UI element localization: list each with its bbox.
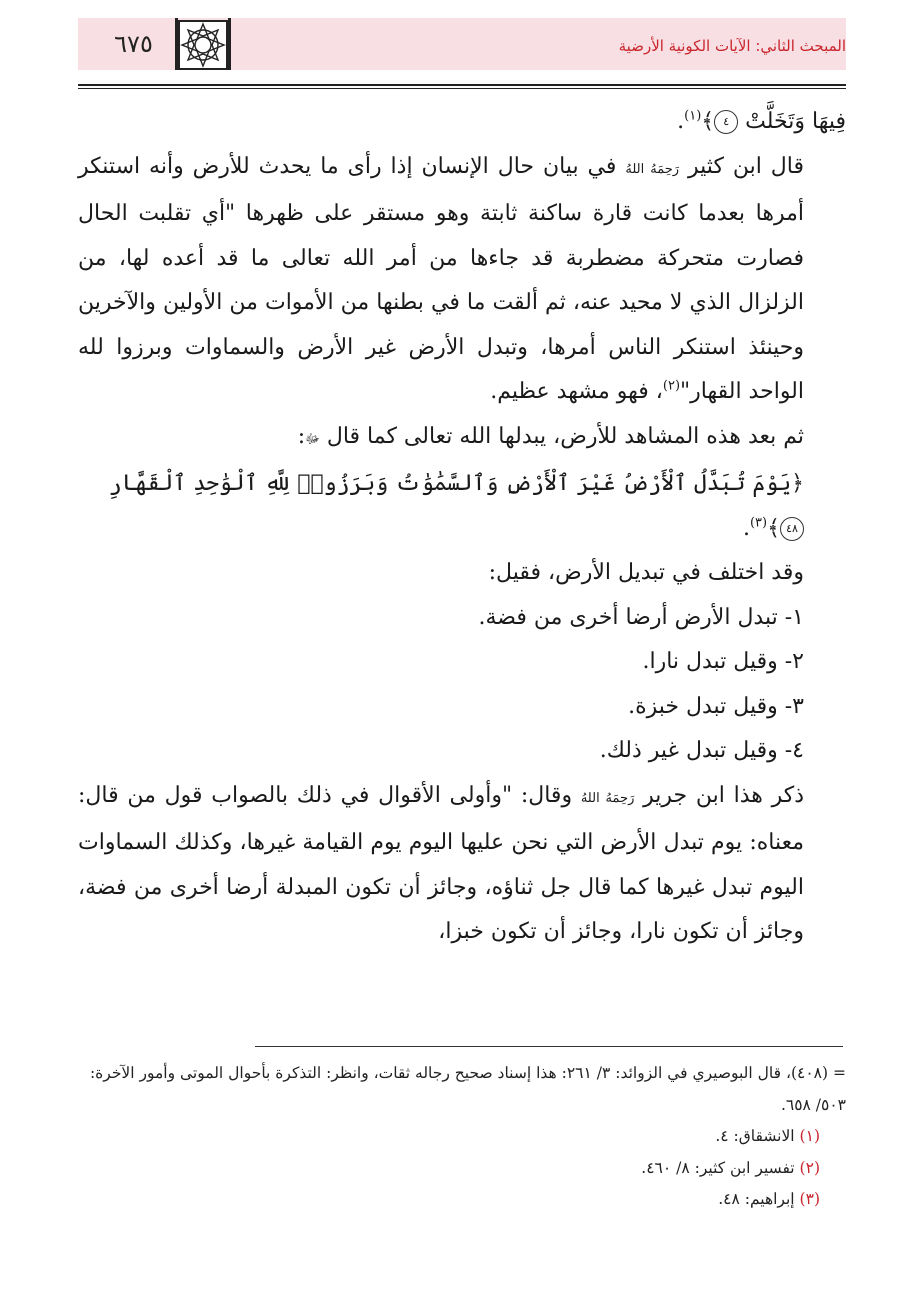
paragraph-difference: وقد اختلف في تبديل الأرض، فقيل: — [488, 560, 804, 585]
honorific-mark: رَحِمَهُ اللهُ — [625, 161, 680, 177]
main-text — [78, 100, 846, 955]
list-item: ٣- وقيل تبدل خبزة. — [628, 693, 804, 719]
chapter-title: المبحث الثاني: الآيات الكونية الأرضية — [618, 37, 846, 55]
paragraph-transition: ثم بعد هذه المشاهد للأرض، يبدلها الله تعالى كما قال ﷻ: — [297, 423, 804, 449]
footnote-item: (١) الانشقاق: ٤. — [715, 1127, 820, 1145]
footnote-ref: (١) — [684, 108, 702, 124]
quran-verse: ﴿يَوْمَ تُبَدَّلُ ٱلْأَرْضُ غَيْرَ ٱلْأَرْضِ وَٱلسَّمَٰوَٰتُ وَبَرَزُوا۟ لِلَّهِ ٱلْوَٰحِدِ ٱلْقَهَّارِ ٤٨﴾$^{(٣)}$. — [108, 471, 804, 541]
footnote-number: (١) — [799, 1127, 820, 1145]
ornament-icon — [178, 20, 228, 70]
footnotes — [78, 1058, 846, 1216]
footnote-separator — [255, 1046, 843, 1047]
footnote-ref: (٣) — [749, 515, 768, 531]
honorific-mark: رَحِمَهُ اللهُ — [580, 790, 635, 806]
ayah-number-mark: ٤ — [714, 110, 738, 134]
footnote-number: (٢) — [799, 1158, 820, 1177]
header-rule-thin — [78, 88, 846, 89]
header-rule — [78, 84, 846, 86]
footnote-item: (٣) إبراهيم: ٤٨. — [718, 1190, 820, 1208]
paragraph-ibn-jarir: ذكر هذا ابن جرير رَحِمَهُ اللهُ وقال: "وأولى الأقوال في ذلك بالصواب قول من قال: معناه: يوم تبدل الأرض التي نحن عليها اليوم يوم القيامة غيرها، وكذلك السماوات اليوم تبدل غيرها كما قال جل ثناؤه، وجائز أن تكون المبدلة أرضا أخرى من فضة، وجائز أن تكون نارا، وجائز أن تكون خبزا، — [78, 782, 804, 944]
footnote-item: (٢) تفسير ابن كثير: ٨/ ٤٦٠. — [641, 1158, 820, 1177]
list-item: ٤- وقيل تبدل غير ذلك. — [599, 738, 804, 763]
list-item: ١- تبدل الأرض أرضا أخرى من فضة. — [478, 604, 804, 630]
ayah-number-mark: ٤٨ — [780, 517, 804, 541]
page-header — [78, 18, 846, 72]
honorific-mark: ﷻ — [305, 431, 320, 447]
page-number: ٦٧٥ — [114, 30, 153, 58]
footnote-ref: (٢) — [662, 378, 681, 394]
verse-continuation: فِيهَا وَتَخَلَّتْ ٤﴾$^{(١)}$. — [677, 108, 846, 134]
continuation-marker: = — [833, 1064, 846, 1082]
list-item: ٢- وقيل تبدل نارا. — [642, 649, 804, 674]
ornament-divider-right — [228, 18, 231, 70]
paragraph-ibn-kathir: قال ابن كثير رَحِمَهُ اللهُ في بيان حال الإنسان إذا رأى ما يحدث للأرض وأنه استنكر أمرها بعدما كانت قارة ساكنة ثابتة وهو مستقر على ظهرها "أي تقلبت الحال فصارت متحركة مضطربة قد جاءها من أمر الله تعالى ما قد أعده لها، من الزلزال الذي لا محيد عنه، ثم ألقت ما في بطنها من الأموات من الأولين والآخرين وحينئذ استنكر الناس أمرها، وتبدل الأرض غير الأرض والسماوات وبرزوا لله الواحد القهار"$^{(٢)}$، فهو مشهد عظيم. — [78, 153, 805, 404]
footnote-continuation: = (٤٠٨)، قال البوصيري في الزوائد: ٣/ ٢٦١: هذا إسناد صحيح رجاله ثقات، وانظر: التذكرة بأحوال الموتى وأمور الآخرة: ٥٠٣/ ٦٥٨. — [89, 1064, 846, 1114]
footnote-number: (٣) — [799, 1190, 820, 1208]
